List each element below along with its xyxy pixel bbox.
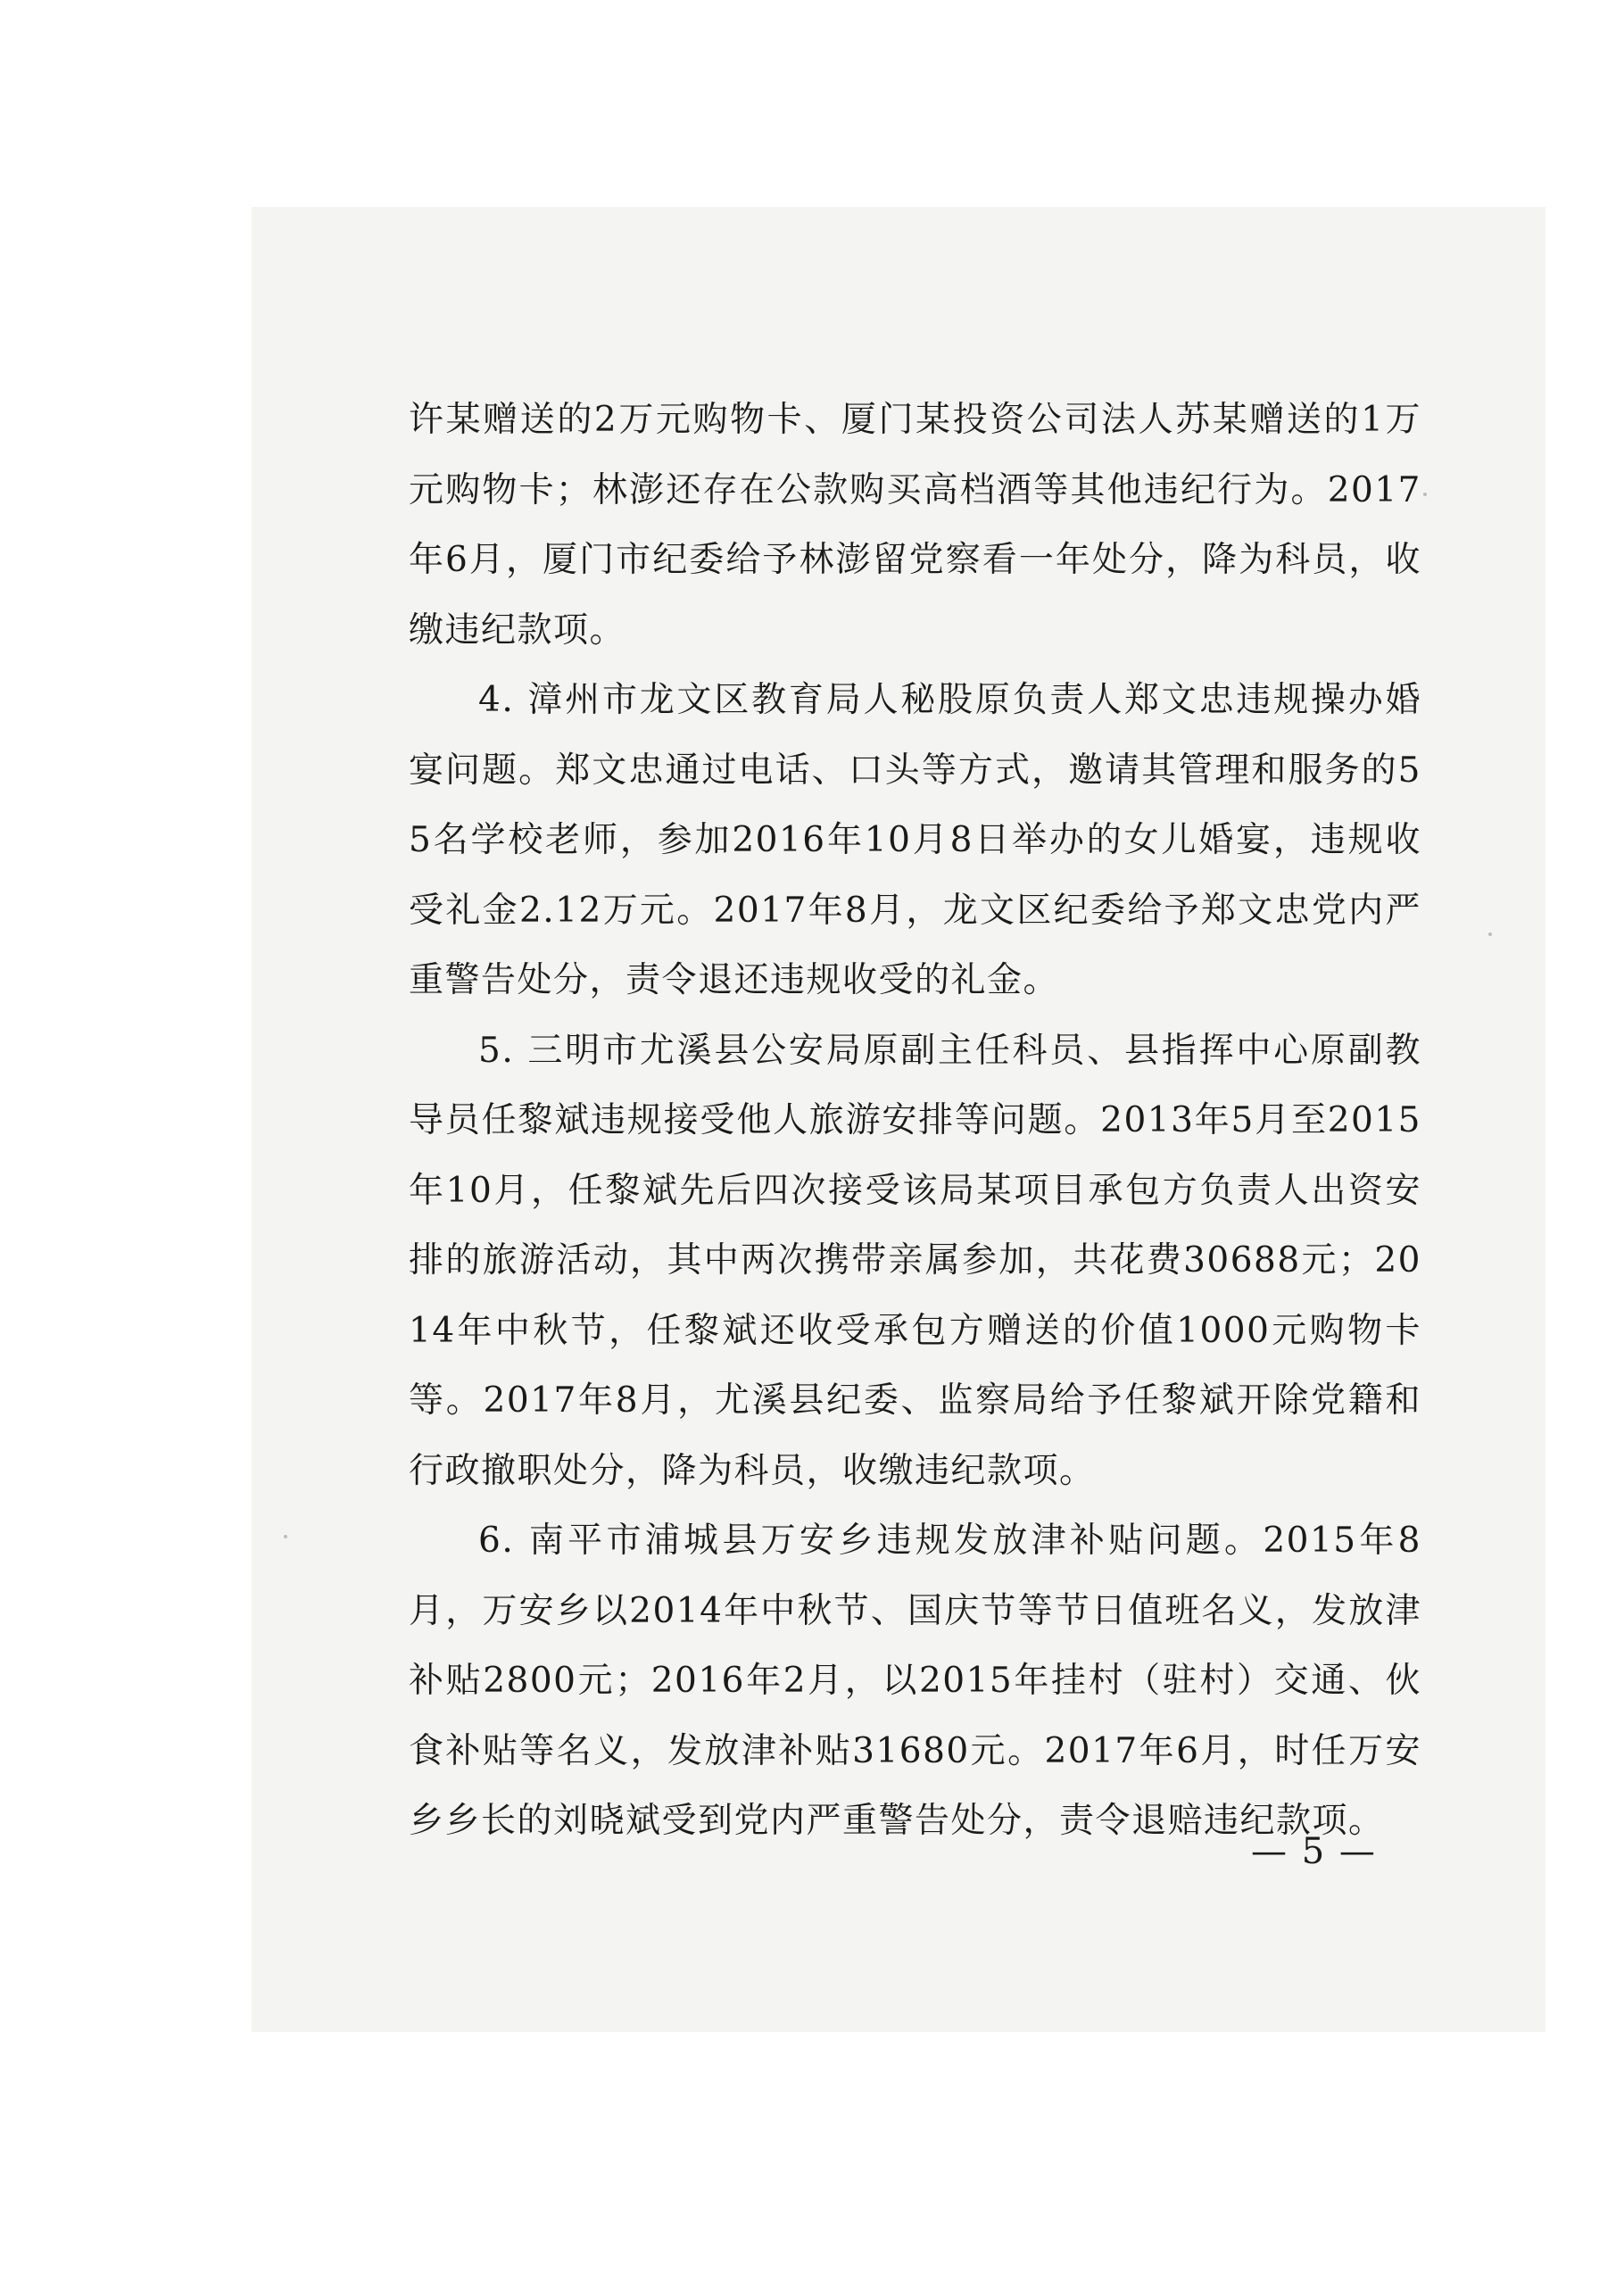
scan-speck: [1488, 932, 1492, 936]
document-body: [409, 385, 1421, 1857]
paragraph-continuation: 许某赠送的2万元购物卡、厦门某投资公司法人苏某赠送的1万元购物卡；林澎还存在公款购买高档酒等其他违纪行为。2017年6月，厦门市纪委给予林澎留党察看一年处分，降为科员，收缴违纪款项。: [409, 400, 1421, 651]
page-number: — 5 —: [1251, 1831, 1377, 1872]
paragraph-item-6: 6. 南平市浦城县万安乡违规发放津补贴问题。2015年8月，万安乡以2014年中秋节、国庆节等节日值班名义，发放津补贴2800元；2016年2月，以2015年挂村（驻村）交通、伙食补贴等名义，发放津补贴31680元。2017年6月，时任万安乡乡长的刘晓斌受到党内严重警告处分，责令退赔违纪款项。: [409, 1521, 1421, 1841]
paragraph-item-5: 5. 三明市尤溪县公安局原副主任科员、县指挥中心原副教导员任黎斌违规接受他人旅游安排等问题。2013年5月至2015年10月，任黎斌先后四次接受该局某项目承包方负责人出资安排的旅游活动，其中两次携带亲属参加，共花费30688元；2014年中秋节，任黎斌还收受承包方赠送的价值1000元购物卡等。2017年8月，尤溪县纪委、监察局给予任黎斌开除党籍和行政撤职处分，降为科员，收缴违纪款项。: [409, 1030, 1421, 1491]
paragraph-item-4: 4. 漳州市龙文区教育局人秘股原负责人郑文忠违规操办婚宴问题。郑文忠通过电话、口头等方式，邀请其管理和服务的55名学校老师，参加2016年10月8日举办的女儿婚宴，违规收受礼金2.12万元。2017年8月，龙文区纪委给予郑文忠党内严重警告处分，责令退还违规收受的礼金。: [409, 680, 1421, 1000]
scan-speck: [1423, 493, 1427, 496]
scan-speck: [284, 1535, 287, 1538]
